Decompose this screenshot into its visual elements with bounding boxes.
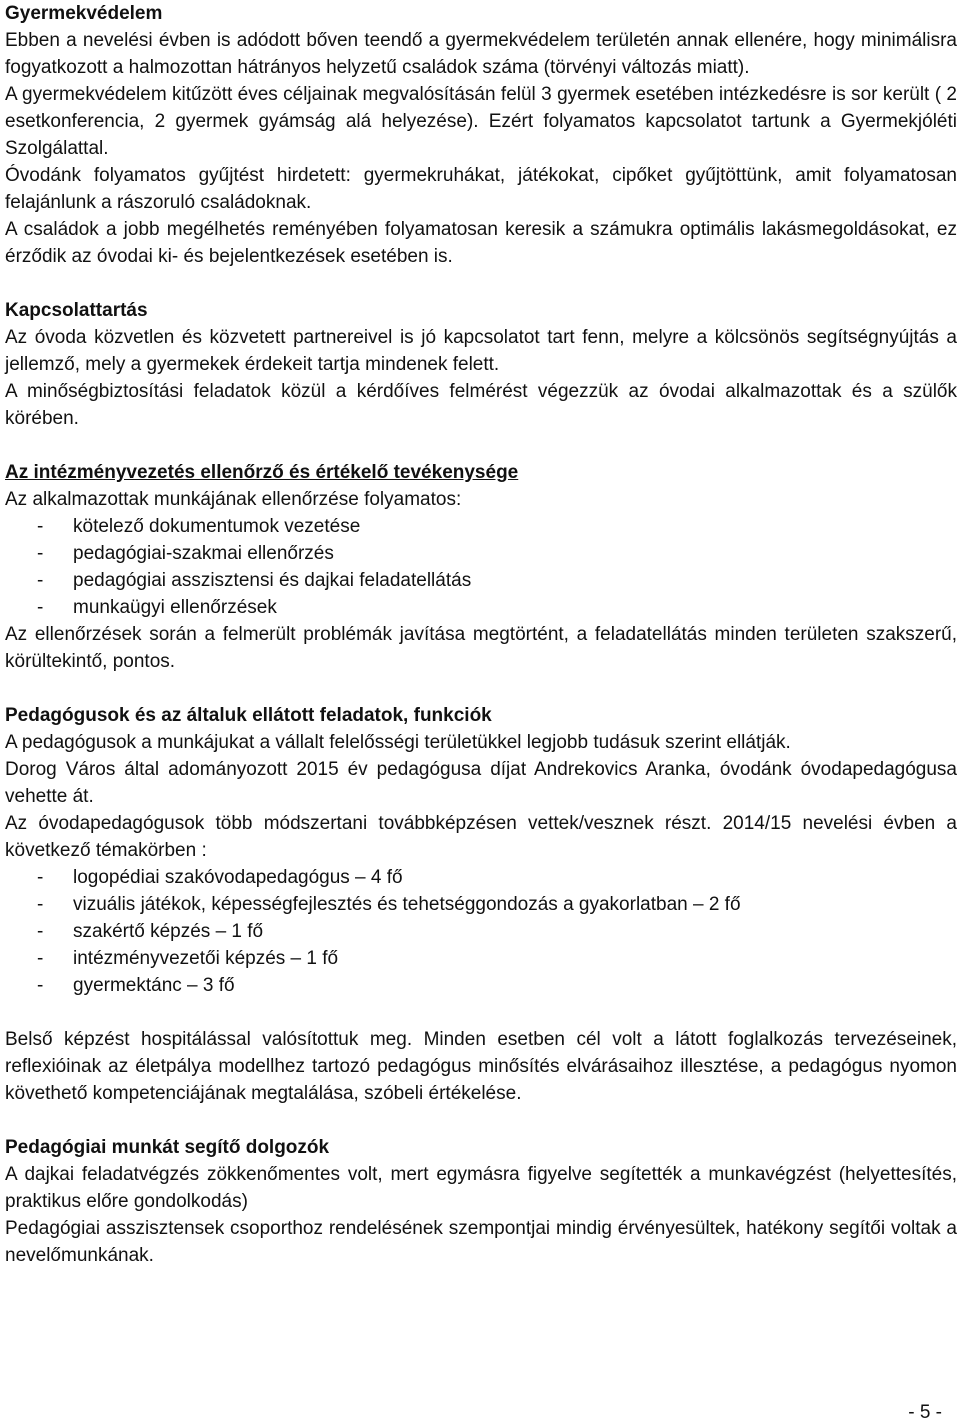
section-pedagogusok — [5, 702, 957, 1107]
section-title: Gyermekvédelem — [5, 3, 163, 24]
paragraph: Az óvodapedagógusok több módszertani továbbképzésen vettek/vesznek részt. 2014/15 nevelési évben a következő témakörben : — [5, 813, 957, 861]
paragraph: A családok a jobb megélhetés reményében folyamatosan keresik a számukra optimális lakásmegoldásokat, ez érződik az óvodai ki- és bejelentkezések esetében is. — [5, 219, 957, 267]
section-segito — [5, 1134, 957, 1269]
list-item: - pedagógiai-szakmai ellenőrzés — [5, 540, 957, 567]
list-item: - gyermektánc – 3 fő — [5, 972, 957, 999]
paragraph: A minőségbiztosítási feladatok közül a kérdőíves felmérést végezzük az óvodai alkalmazottak és a szülők körében. — [5, 381, 957, 429]
paragraph: Az óvoda közvetlen és közvetett partnereivel is jó kapcsolatot tart fenn, melyre a kölcsönös segítségnyújtás a jellemző, mely a gyermekek érdekeit tartja mindenek felett. — [5, 327, 957, 375]
dash-list — [5, 513, 957, 621]
list-item: - logopédiai szakóvodapedagógus – 4 fő — [5, 864, 957, 891]
paragraph: Dorog Város által adományozott 2015 év pedagógusa díjat Andrekovics Aranka, óvodánk óvodapedagógusa vehette át. — [5, 759, 957, 807]
paragraph: Az alkalmazottak munkájának ellenőrzése folyamatos: — [5, 489, 462, 510]
paragraph: Ebben a nevelési évben is adódott bőven teendő a gyermekvédelem területén annak ellenére, hogy minimálisra fogyatkozott a halmozottan hátrányos helyzetű családok száma (törvényi változás miatt). — [5, 30, 957, 78]
paragraph: Belső képzést hospitálással valósítottuk meg. Minden esetben cél volt a látott foglalkozás tervezéseinek, reflexióinak az életpálya modellhez tartozó pedagógus minősítés elvárásaihoz illesztése, a pedagógus nyomon követhető kompetenciájának megtalálása, szóbeli értékelése. — [5, 1029, 957, 1104]
paragraph: A gyermekvédelem kitűzött éves céljainak megvalósításán felül 3 gyermek esetében intézkedésre is sor került ( 2 esetkonferencia, 2 gyermek gyámság alá helyezése). Ezért folyamatos kapcsolatot tartunk a Gyermekjóléti Szolgálattal. — [5, 84, 957, 159]
spacer — [5, 999, 957, 1026]
paragraph: A pedagógusok a munkájukat a vállalt felelősségi területükkel legjobb tudásuk szerint ellátják. — [5, 732, 791, 753]
list-item: - szakértő képzés – 1 fő — [5, 918, 957, 945]
paragraph: Az ellenőrzések során a felmerült problémák javítása megtörtént, a feladatellátás minden területen szakszerű, körültekintő, pontos. — [5, 624, 957, 672]
section-title: Kapcsolattartás — [5, 300, 148, 321]
paragraph: Pedagógiai asszisztensek csoporthoz rendelésének szempontjai mindig érvényesültek, hatékony segítői voltak a nevelőmunkának. — [5, 1218, 957, 1266]
list-item: - pedagógiai asszisztensi és dajkai feladatellátás — [5, 567, 957, 594]
section-kapcsolattartas — [5, 297, 957, 432]
section-title: Pedagógiai munkát segítő dolgozók — [5, 1137, 330, 1158]
page-number: - 5 - — [908, 1402, 942, 1423]
list-item: - vizuális játékok, képességfejlesztés és tehetséggondozás a gyakorlatban – 2 fő — [5, 891, 957, 918]
section-gyermekvedelem — [5, 0, 957, 270]
paragraph: A dajkai feladatvégzés zökkenőmentes volt, mert egymásra figyelve segítették a munkavégzést (helyettesítés, praktikus előre gondolkodás) — [5, 1164, 957, 1212]
list-item: - kötelező dokumentumok vezetése — [5, 513, 957, 540]
section-title: Pedagógusok és az általuk ellátott feladatok, funkciók — [5, 705, 492, 726]
dash-list — [5, 864, 957, 999]
list-item: - munkaügyi ellenőrzések — [5, 594, 957, 621]
list-item: - intézményvezetői képzés – 1 fő — [5, 945, 957, 972]
section-ellenorzes — [5, 459, 957, 675]
paragraph: Óvodánk folyamatos gyűjtést hirdetett: gyermekruhákat, játékokat, cipőket gyűjtöttünk, amit folyamatosan felajánlunk a rászoruló családoknak. — [5, 165, 957, 213]
document-page — [5, 0, 957, 1269]
section-title: Az intézményvezetés ellenőrző és értékelő tevékenysége — [5, 462, 519, 483]
